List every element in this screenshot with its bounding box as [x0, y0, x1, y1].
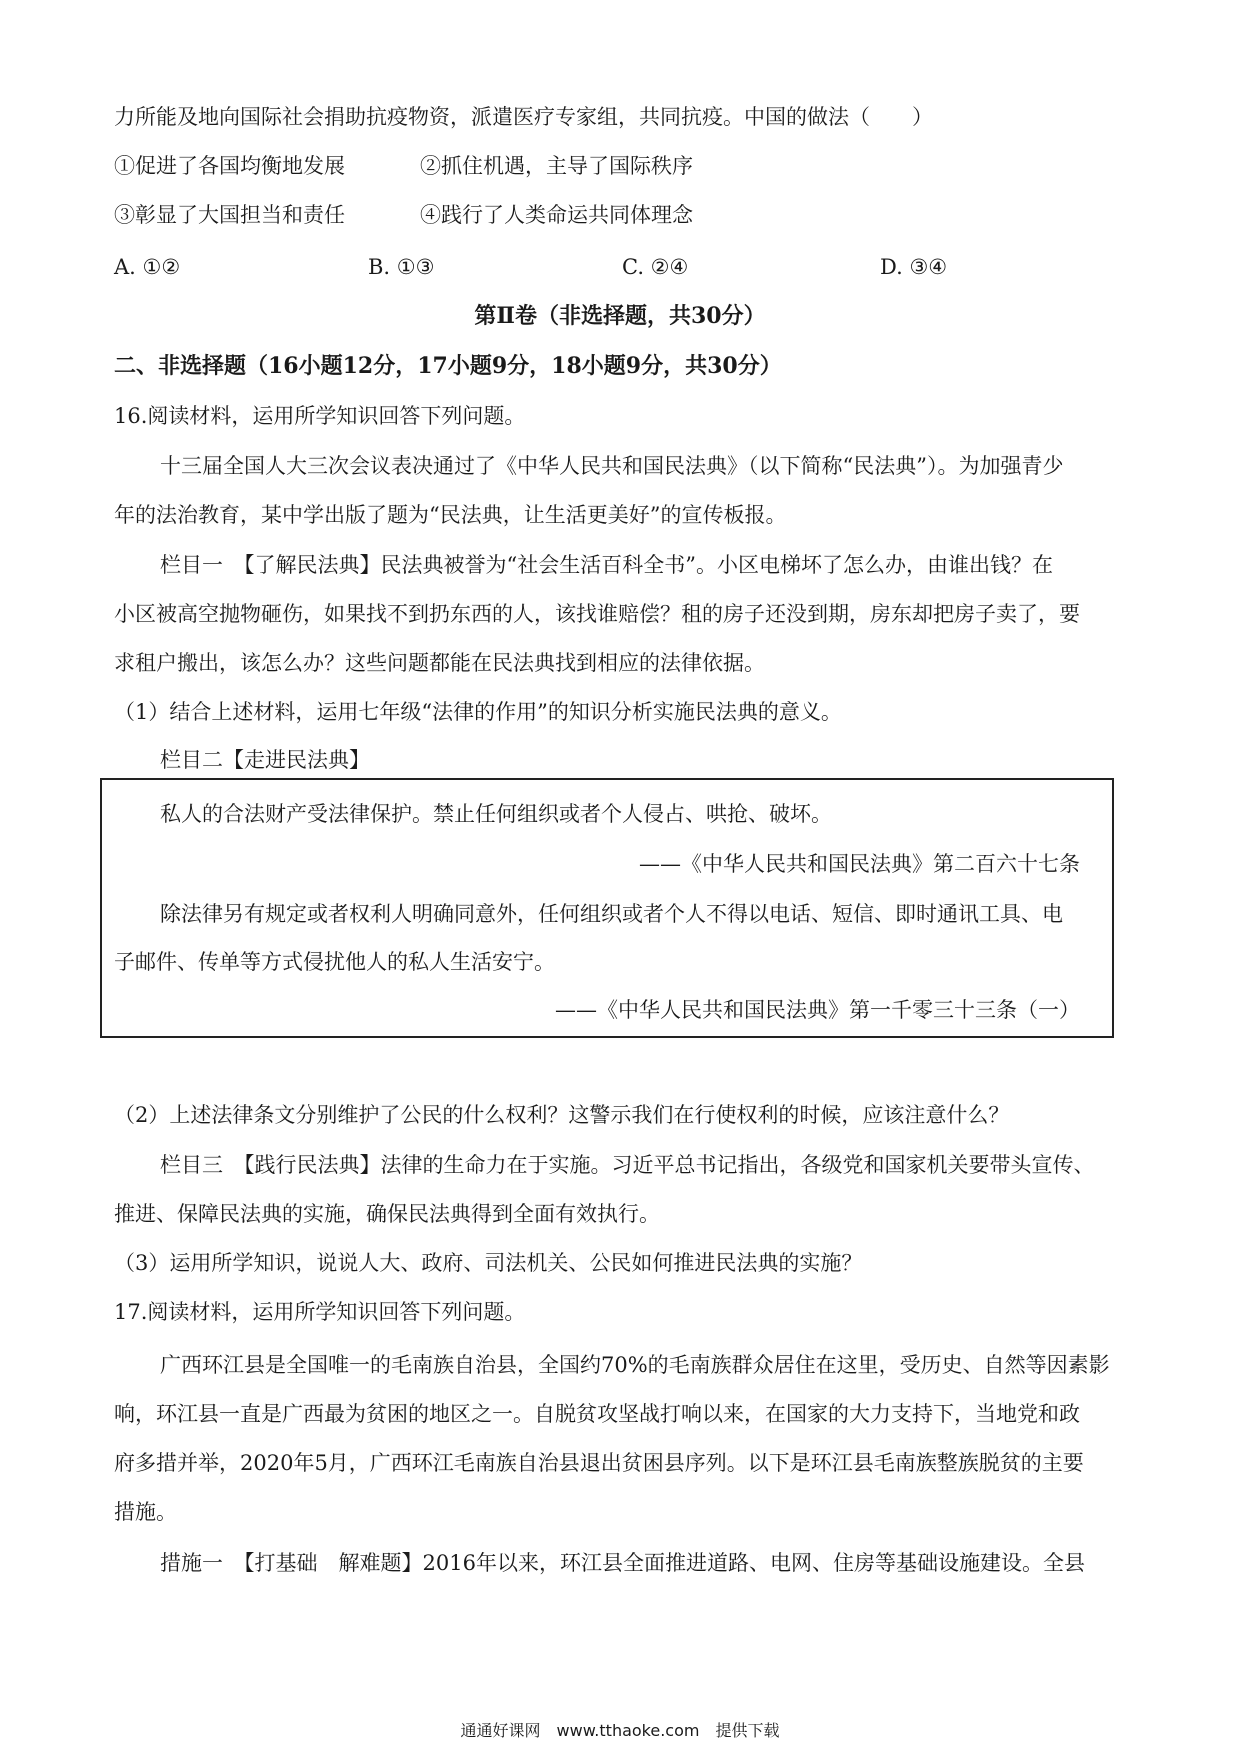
- q16-sub1: （1）结合上述材料，运用七年级“法律的作用”的知识分析实施民法典的意义。: [114, 700, 842, 724]
- law-quote-line1: 私人的合法财产受法律保护。禁止任何组织或者个人侵占、哄抢、破坏。: [160, 802, 832, 826]
- option-c: C. ②④: [622, 255, 689, 279]
- q16-col3-line1: 栏目三 【践行民法典】法律的生命力在于实施。习近平总书记指出，各级党和国家机关要带头宣传、: [160, 1153, 1095, 1177]
- prev-question-tail: 力所能及地向国际社会捐助抗疫物资，派遣医疗专家组，共同抗疫。中国的做法（ ）: [114, 105, 933, 129]
- q17-para-line3: 府多措并举，2020年5月，广西环江毛南族自治县退出贫困县序列。以下是环江县毛南族整族脱贫的主要: [114, 1451, 1084, 1475]
- q17-para-line4: 措施。: [114, 1500, 177, 1524]
- q17-title: 17.阅读材料，运用所学知识回答下列问题。: [114, 1300, 526, 1324]
- choice-item-4: ④践行了人类命运共同体理念: [420, 203, 693, 227]
- q16-sub2: （2）上述法律条文分别维护了公民的什么权利？这警示我们在行使权利的时候，应该注意什么？: [114, 1103, 1010, 1127]
- section-heading: 二、非选择题（16小题12分，17小题9分，18小题9分，共30分）: [114, 353, 782, 379]
- choice-item-1: ①促进了各国均衡地发展: [114, 154, 345, 178]
- q17-para-line1: 广西环江县是全国唯一的毛南族自治县，全国约70%的毛南族群众居住在这里，受历史、自然等因素影: [160, 1353, 1110, 1377]
- option-d: D. ③④: [880, 255, 948, 279]
- q16-title: 16.阅读材料，运用所学知识回答下列问题。: [114, 404, 526, 428]
- choice-item-3: ③彰显了大国担当和责任: [114, 203, 345, 227]
- law-source-2: ——《中华人民共和国民法典》第一千零三十三条（一）: [555, 998, 1080, 1022]
- footer-watermark: 通通好课网 www.tthaoke.com 提供下载: [460, 1721, 780, 1740]
- q16-intro-line1: 十三届全国人大三次会议表决通过了《中华人民共和国民法典》（以下简称“民法典”）。为加强青少: [160, 454, 1064, 478]
- q16-intro-line2: 年的法治教育，某中学出版了题为“民法典，让生活更美好”的宣传板报。: [114, 503, 787, 527]
- q16-col1-line3: 求租户搬出，该怎么办？这些问题都能在民法典找到相应的法律依据。: [114, 651, 765, 675]
- option-b: B. ①③: [368, 255, 435, 279]
- option-a: A. ①②: [114, 255, 181, 279]
- q16-col3-line2: 推进、保障民法典的实施，确保民法典得到全面有效执行。: [114, 1202, 660, 1226]
- q16-col1-line2: 小区被高空抛物砸伤，如果找不到扔东西的人，该找谁赔偿？租的房子还没到期，房东却把房子卖了，要: [114, 602, 1080, 626]
- law-source-1: ——《中华人民共和国民法典》第二百六十七条: [639, 852, 1080, 876]
- q17-measure1: 措施一 【打基础 解难题】2016年以来，环江县全面推进道路、电网、住房等基础设施建设。全县: [160, 1551, 1085, 1575]
- section-title: 第Ⅱ卷（非选择题，共30分）: [474, 303, 766, 329]
- law-quote-line2: 除法律另有规定或者权利人明确同意外，任何组织或者个人不得以电话、短信、即时通讯工具、电: [160, 902, 1063, 926]
- choice-item-2: ②抓住机遇，主导了国际秩序: [420, 154, 693, 178]
- q17-para-line2: 响，环江县一直是广西最为贫困的地区之一。自脱贫攻坚战打响以来，在国家的大力支持下，当地党和政: [114, 1402, 1080, 1426]
- q16-col2-title: 栏目二【走进民法典】: [160, 748, 370, 772]
- law-quote-line3: 子邮件、传单等方式侵扰他人的私人生活安宁。: [114, 950, 555, 974]
- q16-col1-line1: 栏目一 【了解民法典】民法典被誉为“社会生活百科全书”。小区电梯坏了怎么办，由谁出钱？在: [160, 553, 1053, 577]
- q16-sub3: （3）运用所学知识，说说人大、政府、司法机关、公民如何推进民法典的实施？: [114, 1251, 863, 1275]
